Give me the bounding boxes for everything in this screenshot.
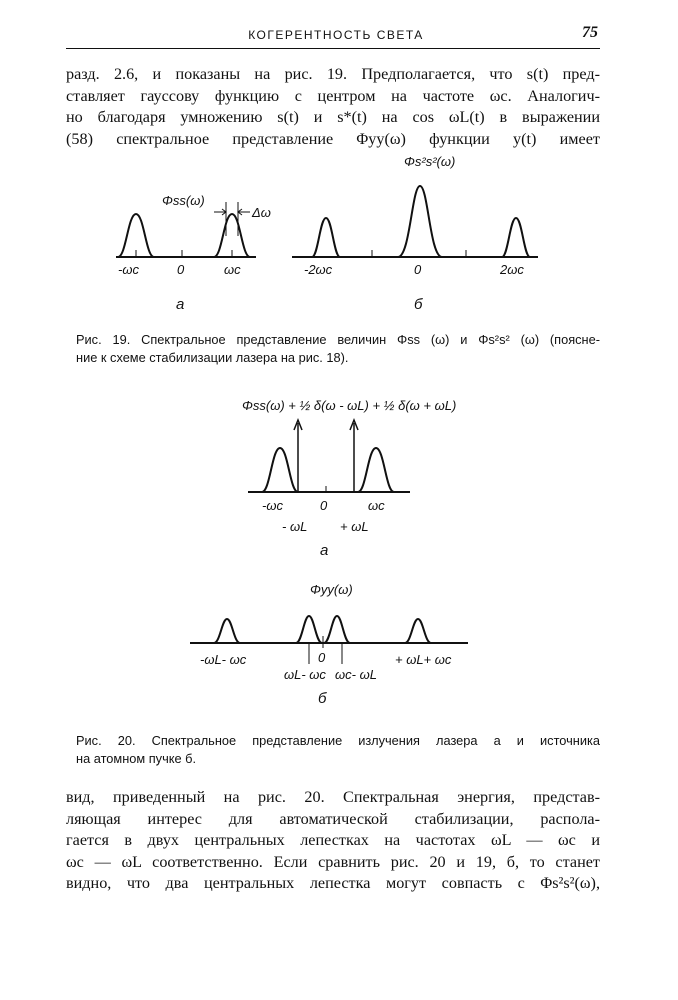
spectral-lobe-negative <box>262 448 298 492</box>
fig20b-tick-outer-left: -ωL- ωc <box>200 652 247 667</box>
width-arrow-right <box>238 209 250 215</box>
spectral-lobe-positive <box>358 448 394 492</box>
spectral-lobe-center-right <box>324 616 350 643</box>
spectral-lobe-zero <box>398 186 442 257</box>
spectral-lobe-outer-left <box>214 619 240 643</box>
fig19a-tick-zero: 0 <box>177 262 185 277</box>
text-line: ставляет гауссову функцию с центром на частоте ωc. Аналогич- <box>66 86 600 105</box>
figure-19a-plot <box>116 202 256 257</box>
fig19b-tick-zero: 0 <box>414 262 422 277</box>
text-line: разд. 2.6, и показаны на рис. 19. Предполагается, что s(t) пред- <box>66 65 600 83</box>
fig20a-tick-pos-wl: + ωL <box>340 519 369 534</box>
fig19a-width-label: Δω <box>252 205 271 220</box>
fig19a-tick-wc: ωc <box>224 262 241 277</box>
fig19a-panel-letter: а <box>176 296 185 313</box>
figure-20a-plot <box>248 420 410 492</box>
caption-line: ние к схеме стабилизации лазера на рис. 18). <box>76 350 349 365</box>
spectral-lobe-minus-2wc <box>312 218 340 257</box>
fig19b-tick-neg-2wc: -2ωc <box>304 262 333 277</box>
text-line: ωc — ωL соответственно. Если сравнить рис. 20 и 19, б, то станет <box>66 852 600 871</box>
fig20a-tick-neg-wc: -ωc <box>262 498 283 513</box>
running-title: КОГЕРЕНТНОСТЬ СВЕТА <box>248 28 424 42</box>
fig19a-tick-neg-wc: -ωc <box>118 262 139 277</box>
caption-line: на атомном пучке б. <box>76 751 197 766</box>
fig19b-tick-2wc: 2ωc <box>500 262 524 277</box>
text-line: вид, приведенный на рис. 20. Спектральная энергия, представ- <box>66 788 600 806</box>
fig20a-function-label: Φss(ω) + ½ δ(ω - ωL) + ½ δ(ω + ωL) <box>242 398 457 413</box>
text-line: но благодаря умножению s(t) и s*(t) на cos ωL(t) в выражении <box>66 108 600 126</box>
closing-paragraph <box>66 787 600 895</box>
spectral-lobe-center-left <box>296 616 322 643</box>
text-line: гается в двух центральных лепестках на частотах ωL — ωc и <box>66 831 600 849</box>
figure-19-caption <box>76 331 600 367</box>
fig20a-tick-neg-wl: - ωL <box>282 519 308 534</box>
figure-20-caption <box>76 732 600 768</box>
text-line: (58) спектральное представление Φyy(ω) функции y(t) имеет <box>66 129 600 148</box>
fig19b-function-label: Φs²s²(ω) <box>404 154 456 169</box>
fig20b-function-label: Φyy(ω) <box>310 582 353 597</box>
fig20b-tick-zero: 0 <box>318 650 326 665</box>
page-number: 75 <box>582 24 598 41</box>
caption-line: Рис. 19. Спектральное представление величин Φss (ω) и Φs²s² (ω) (поясне- <box>76 332 600 347</box>
fig20b-panel-letter: б <box>318 690 327 707</box>
fig19a-function-label: Φss(ω) <box>162 193 205 208</box>
width-arrow-left <box>214 209 226 215</box>
fig20b-tick-center-right: ωc- ωL <box>335 667 377 682</box>
fig20b-tick-outer-right: + ωL+ ωc <box>395 652 452 667</box>
fig20a-panel-letter: а <box>320 542 329 559</box>
figure-19b-plot <box>292 186 538 257</box>
fig20b-tick-center-left: ωL- ωc <box>284 667 326 682</box>
spectral-lobe-plus-2wc <box>502 218 530 257</box>
spectral-lobe-outer-right <box>405 619 431 643</box>
text-line: видно, что два центральных лепестка могут совпасть с Φs²s²(ω), <box>66 874 600 892</box>
text-line: ляющая интерес для автоматической стабилизации, распола- <box>66 809 600 828</box>
fig20a-tick-zero: 0 <box>320 498 328 513</box>
caption-line: Рис. 20. Спектральное представление излучения лазера а и источника <box>76 733 600 748</box>
fig19b-panel-letter: б <box>414 296 423 313</box>
fig20a-tick-wc: ωc <box>368 498 385 513</box>
